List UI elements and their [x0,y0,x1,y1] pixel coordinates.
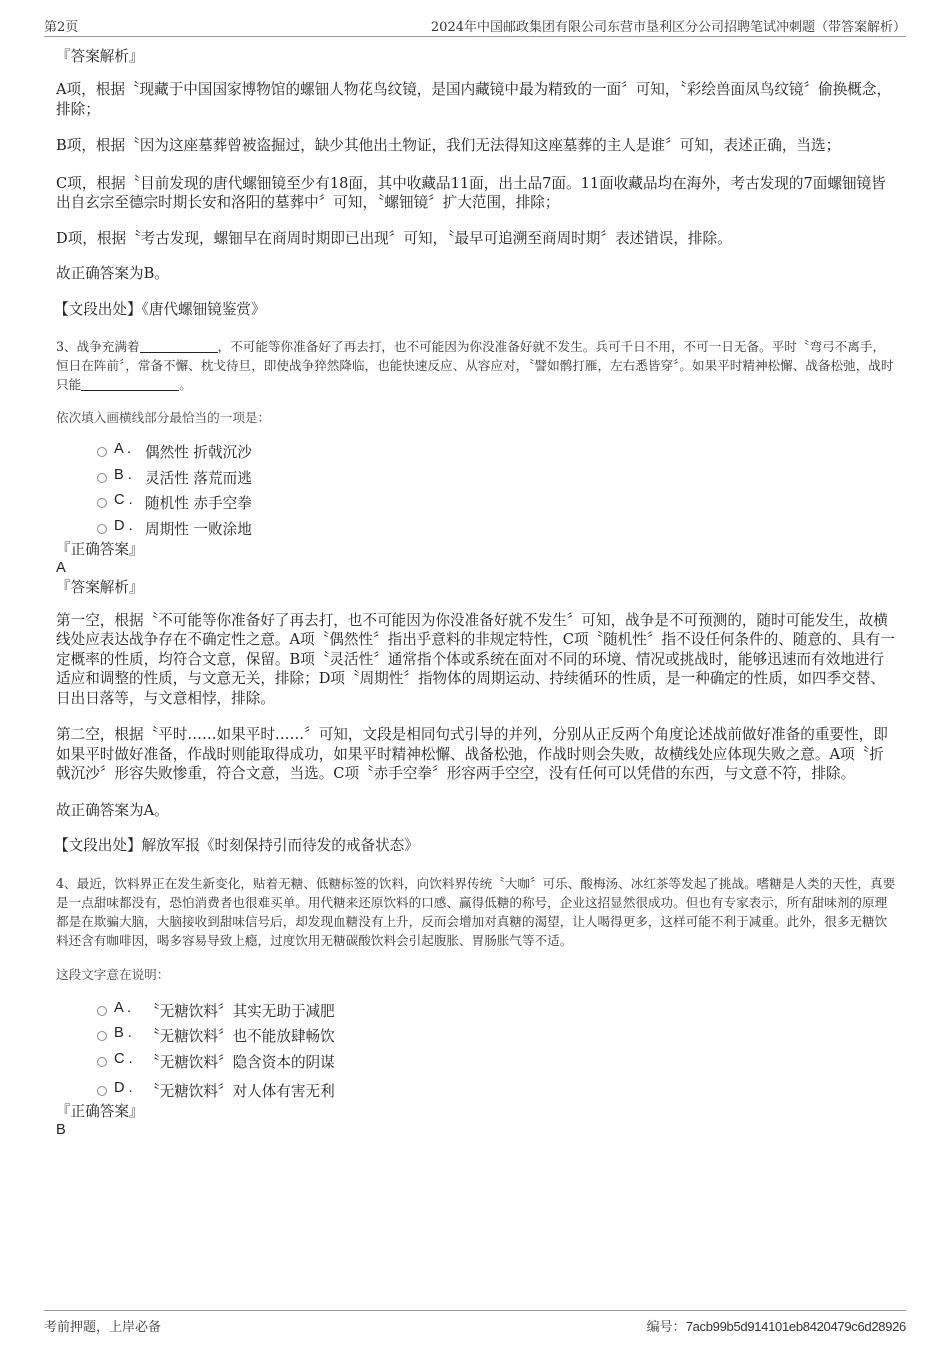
option-text: 随机性 赤手空拳 [145,495,252,513]
radio-button[interactable] [97,524,107,534]
option-letter: C . [114,492,133,509]
analysis-label: 『答案解析』 [56,578,144,596]
page-content [56,44,896,1140]
footer-slogan: 考前押题，上岸必备 [44,1320,162,1335]
option-text: 〝无糖饮料〞其实无助于减肥 [145,1002,335,1020]
radio-button[interactable] [97,498,107,508]
correct-answer-label: 『正确答案』 [56,1102,144,1120]
page-number: 第2页 [44,20,79,35]
code-value: 7acb99b5d914101eb8420479c6d28926 [685,1319,906,1334]
page-footer [44,1310,906,1333]
option-a[interactable] [56,439,896,465]
correct-answer-label: 『正确答案』 [56,540,144,558]
fill-blank-1 [140,339,218,353]
question-4-prompt: 这段文字意在说明： [56,966,170,982]
question-4-options [56,998,896,1103]
fill-blank-2 [81,377,179,391]
option-letter: B . [114,1025,132,1042]
question-3-part1: 3、战争充满着 [56,339,140,354]
correct-answer: B [56,1121,66,1138]
document-title: 2024年中国邮政集团有限公司东营市垦利区分公司招聘笔试冲刺题（带答案解析） [430,20,906,35]
question-3-text [56,337,896,394]
analysis-conclusion: 故正确答案为A。 [56,801,169,819]
radio-button[interactable] [97,1086,107,1096]
source-citation: 【文段出处】解放军报《时刻保持引而待发的戒备状态》 [54,837,419,855]
analysis-paragraph-b: B项，根据〝因为这座墓葬曾被盗掘过，缺少其他出土物证，我们无法得知这座墓葬的主人是谁〞可知，表述正确，当选； [56,137,841,154]
radio-button[interactable] [97,447,107,457]
option-letter: D . [114,518,133,535]
option-text: 〝无糖饮料〞对人体有害无利 [145,1082,335,1100]
question-3-prompt: 依次填入画横线部分最恰当的一项是： [56,410,271,425]
correct-answer: A [56,559,66,576]
page-header [44,14,906,37]
analysis-conclusion: 故正确答案为B。 [56,265,169,282]
option-letter: A . [114,441,132,457]
radio-button[interactable] [97,1006,107,1016]
radio-button[interactable] [97,473,107,483]
analysis-paragraph-a: A项，根据〝现藏于中国国家博物馆的螺钿人物花鸟纹镜，是国内藏镜中最为精致的一面〞可知，〝彩绘兽面凤鸟纹镜〞偷换概念，排除； [56,81,892,118]
question-3-options [56,439,896,542]
analysis-paragraph-d: D项，根据〝考古发现，螺钿早在商周时期即已出现〞可知，〝最早可追溯至商周时期〞表述错误，排除。 [56,229,732,247]
option-a[interactable] [56,998,896,1024]
radio-button[interactable] [97,1031,107,1041]
option-d[interactable] [56,1075,896,1103]
option-text: 〝无糖饮料〞隐含资本的阴谋 [145,1054,335,1072]
option-letter: A . [114,999,132,1016]
question-3-part3: 。 [179,377,192,392]
option-b[interactable] [56,465,896,491]
option-text: 周期性 一败涂地 [145,521,252,539]
option-b[interactable] [56,1023,896,1049]
option-letter: B . [114,466,132,483]
analysis-paragraph-1: 第一空，根据〝不可能等你准备好了再去打，也不可能因为你没准备好就不发生〞可知，战争是不可预测的，随时可能发生，故横线处应表达战争存在不确定性之意。A项〝偶然性〞指出乎意料的非规定特性，C项〝随机性〞指不设任何条件的、随意的、具有一定概率的性质，均符合文意，保留。B项〝灵活性〞通常指个体或系统在面对不同的环境、情况或挑战时，能够迅速而有效地进行适应和调整的性质，与文意无关，排除；D项〝周期性〞指物体的周期运动、持续循环的性质，是一种确定的性质，如四季交替、日出日落等，与文意相悖，排除。 [56,611,895,707]
analysis-label: 『答案解析』 [56,48,144,65]
option-text: 偶然性 折戟沉沙 [145,444,252,461]
option-text: 灵活性 落荒而逃 [145,469,252,487]
document-code [647,1316,906,1335]
option-c[interactable] [56,1049,896,1075]
analysis-paragraph-c: C项，根据〝目前发现的唐代螺钿镜至少有18面，其中收藏品11面，出土品7面。11面收藏品均在海外，考古发现的7面螺钿镜皆出自玄宗至德宗时期长安和洛阳的墓葬中〞可知，〝螺钿镜〞扩大范围，排除； [56,174,886,211]
option-letter: D . [114,1079,133,1096]
question-3-part2: ，不可能等你准备好了再去打，也不可能因为你没准备好就不发生。兵可千日不用，不可一日无备。平时〝弯弓不离手，恒日在阵前〞，常备不懈、枕戈待旦，即使战争猝然降临，也能快速反应、从容应对，〝譬如鹘打雁，左右悉皆穿〞。如果平时精神松懈、战备松弛，战时只能 [56,339,894,392]
analysis-paragraph-2: 第二空，根据〝平时……如果平时……〞可知，文段是相同句式引导的并列，分别从正反两个角度论述战前做好准备的重要性，即如果平时做好准备，作战时则能取得成功，如果平时精神松懈、战备松弛，作战时则会失败，故横线处应体现失败之意。A项〝折戟沉沙〞形容失败惨重，符合文意，当选。C项〝赤手空拳〞形容两手空空，没有任何可以凭借的东西，与文意不符，排除。 [56,726,888,783]
option-text: 〝无糖饮料〞也不能放肆畅饮 [145,1028,335,1046]
radio-button[interactable] [97,1057,107,1067]
code-label: 编号： [646,1320,686,1335]
option-d[interactable] [56,516,896,542]
question-4-text: 4、最近，饮料界正在发生新变化，贴着无糖、低糖标签的饮料，向饮料界传统〝大咖〞可乐、酸梅汤、冰红茶等发起了挑战。嗜糖是人类的天性，真要是一点甜味都没有，恐怕消费者也很难买单。用代糖来还原饮料的口感、赢得低糖的称号，企业这招显然很成功。但也有专家表示，所有甜味剂的原理都是在欺骗大脑，大脑接收到甜味信号后，却发现血糖没有上升，反而会增加对真糖的渴望，让人喝得更多，这样可能不利于减重。此外，很多无糖饮料还含有咖啡因，喝多容易导致上瘾，过度饮用无糖碳酸饮料会引起腹胀、胃肠胀气等不适。 [56,875,896,948]
option-letter: C . [114,1051,133,1068]
source-citation: 【文段出处】《唐代螺钿镜鉴赏》 [54,300,266,318]
option-c[interactable] [56,490,896,516]
